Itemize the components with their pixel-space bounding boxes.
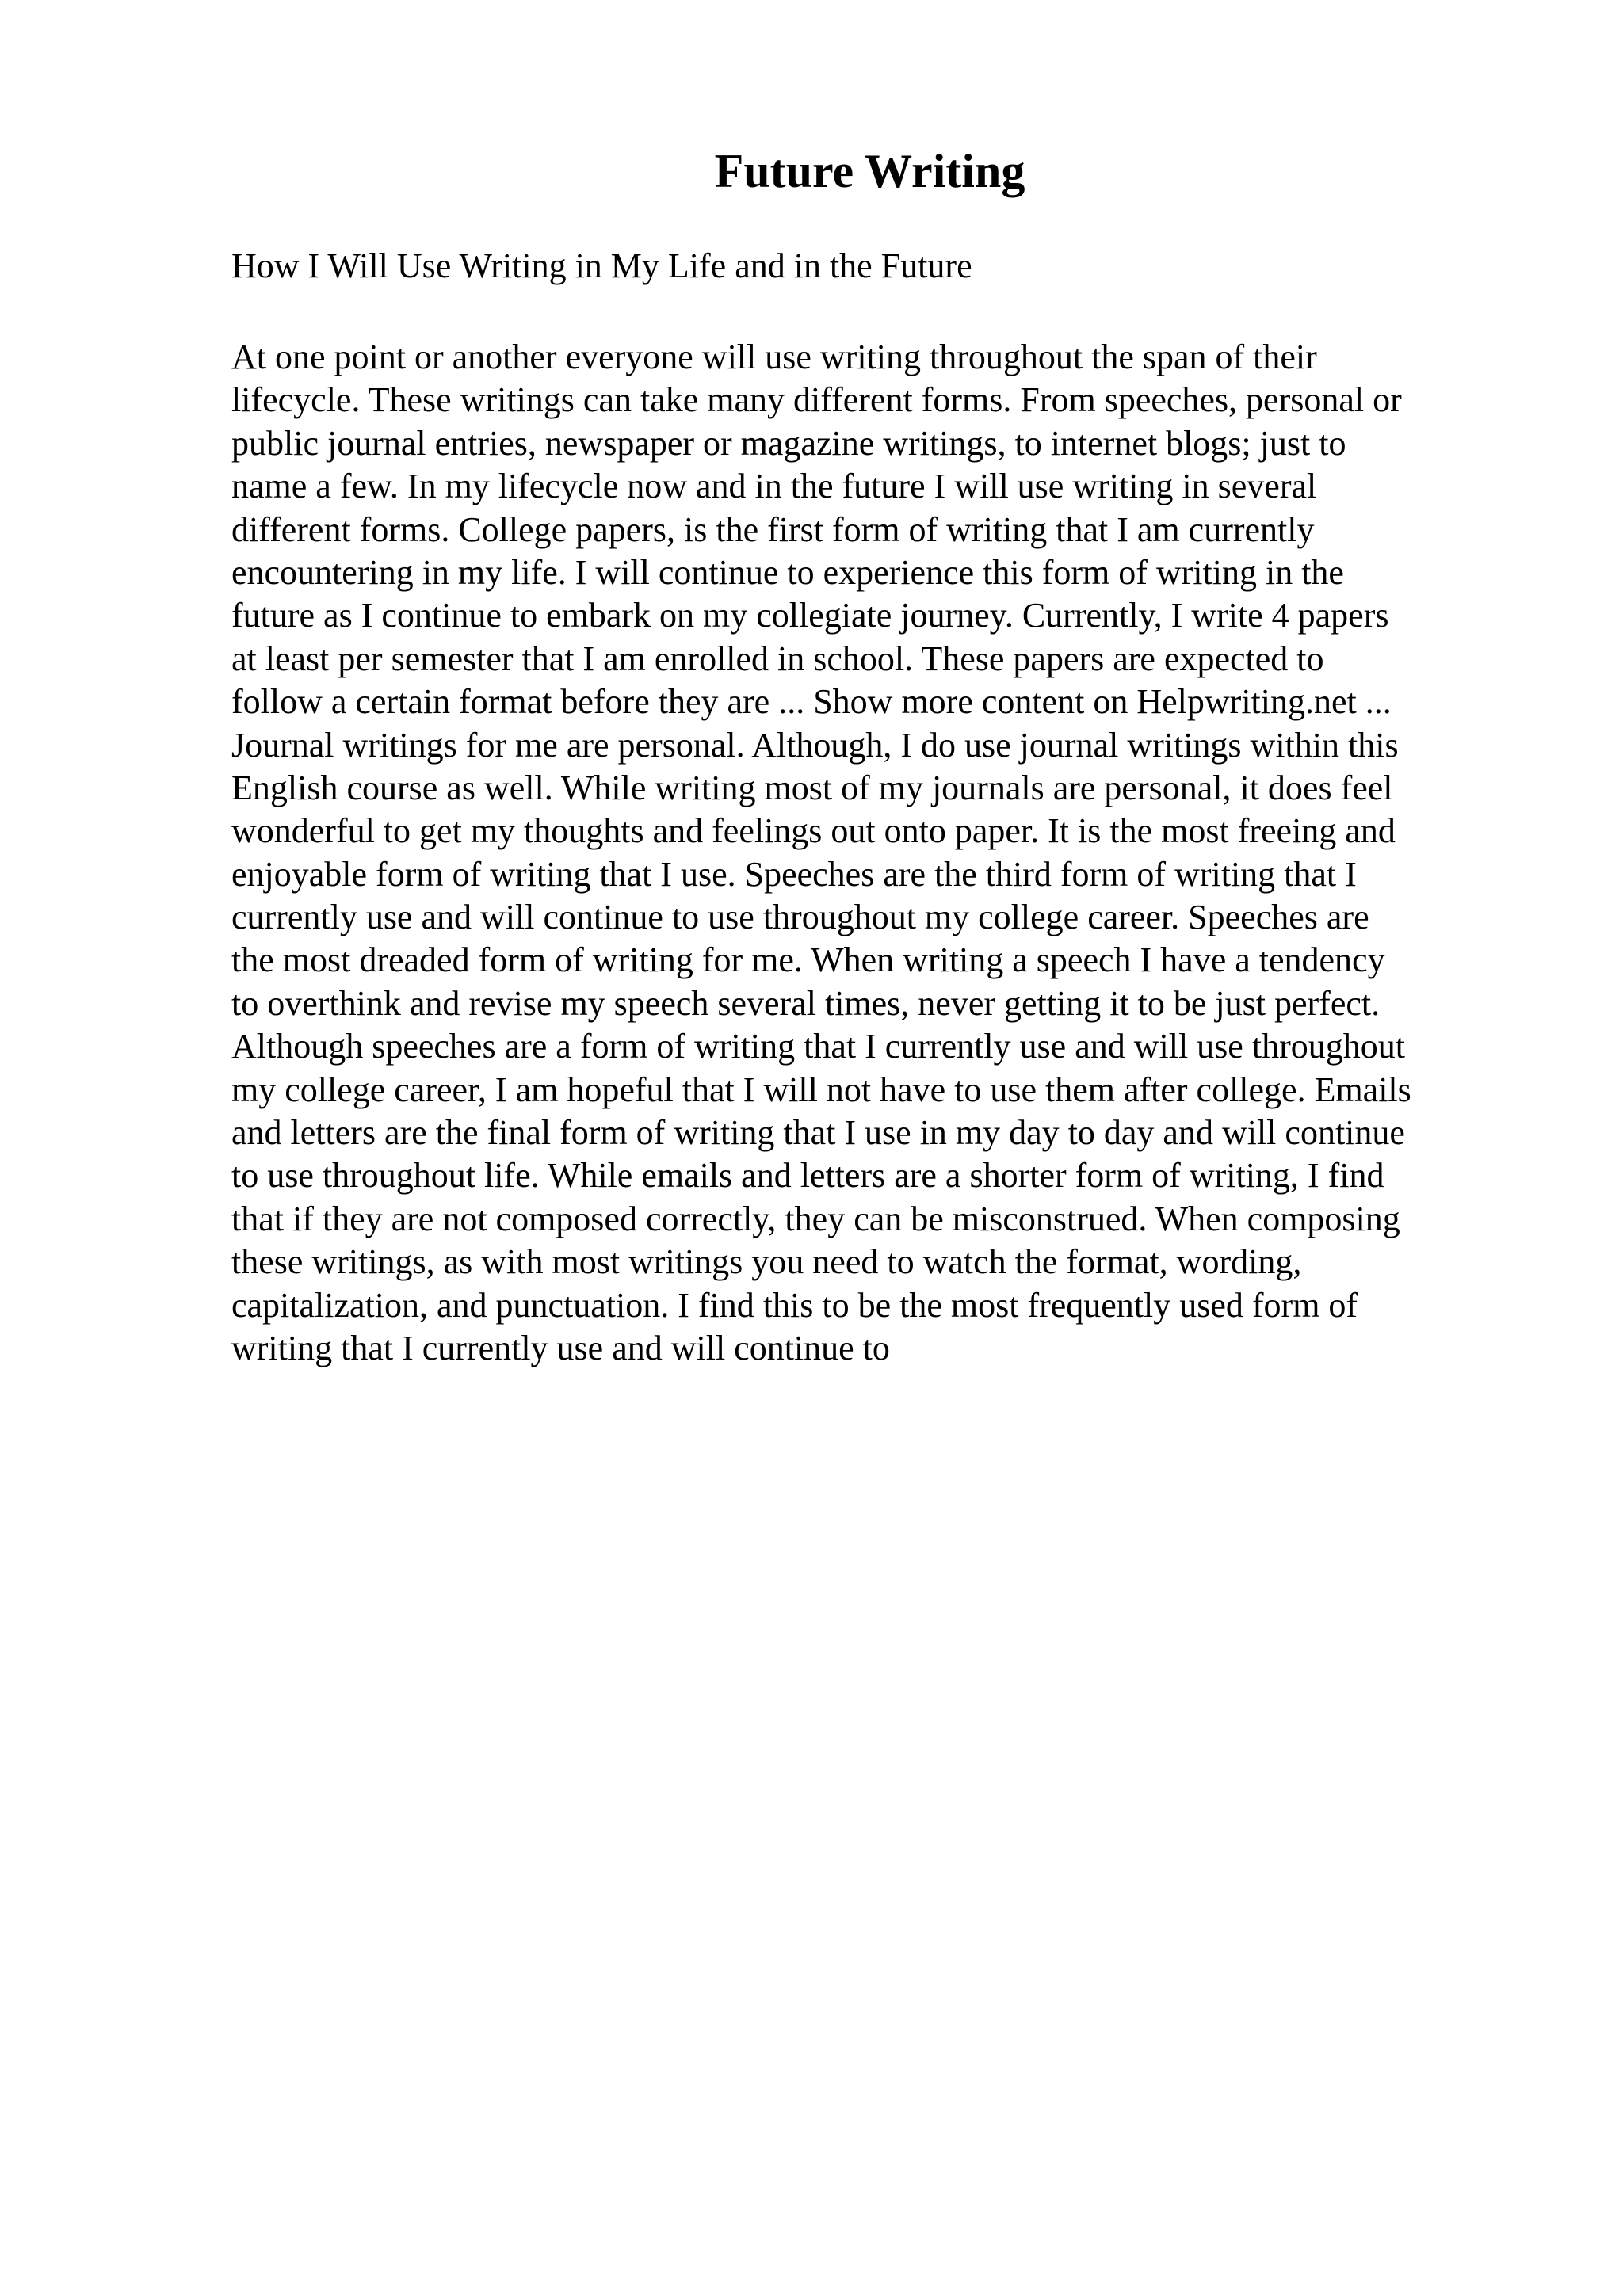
body-line: At one point or another everyone will use writing throughout the span of their: [231, 338, 1317, 376]
body-line: these writings, as with most writings you need to watch the format, wording,: [231, 1242, 1302, 1282]
document-body: [231, 336, 1499, 1370]
body-line: at least per semester that I am enrolled in school. These papers are expected to: [231, 639, 1324, 678]
body-line: lifecycle. These writings can take many different forms. From speeches, personal or: [231, 380, 1402, 420]
body-line: my college career, I am hopeful that I will not have to use them after college. Emails: [231, 1070, 1411, 1109]
body-line: to use throughout life. While emails and letters are a shorter form of writing, I find: [231, 1156, 1384, 1196]
body-line: English course as well. While writing most of my journals are personal, it does feel: [231, 768, 1393, 807]
body-line: writing that I currently use and will continue to: [231, 1328, 890, 1367]
document-title: Future Writing: [714, 145, 1025, 197]
body-line: different forms. College papers, is the first form of writing that I am currently: [231, 509, 1315, 549]
body-line: name a few. In my lifecycle now and in the future I will use writing in several: [231, 467, 1317, 506]
body-line: wonderful to get my thoughts and feelings out onto paper. It is the most freeing and: [231, 811, 1396, 851]
body-line: follow a certain format before they are ... Show more content on Helpwriting.net ...: [231, 682, 1392, 722]
body-line: capitalization, and punctuation. I find this to be the most frequently used form of: [231, 1285, 1358, 1325]
body-line: Although speeches are a form of writing that I currently use and will use throughout: [231, 1027, 1405, 1066]
body-line: and letters are the final form of writing that I use in my day to day and will continue: [231, 1113, 1405, 1153]
body-line: enjoyable form of writing that I use. Speeches are the third form of writing that I: [231, 854, 1357, 894]
document-subtitle: How I Will Use Writing in My Life and in the Future: [231, 246, 972, 285]
body-line: future as I continue to embark on my collegiate journey. Currently, I write 4 papers: [231, 596, 1389, 635]
body-line: currently use and will continue to use throughout my college career. Speeches are: [231, 898, 1369, 937]
body-line: public journal entries, newspaper or magazine writings, to internet blogs; just to: [231, 423, 1346, 463]
body-line: Journal writings for me are personal. Although, I do use journal writings within this: [231, 725, 1399, 765]
body-line: encountering in my life. I will continue to experience this form of writing in the: [231, 552, 1344, 592]
body-line: the most dreaded form of writing for me. When writing a speech I have a tendency: [231, 940, 1385, 980]
body-line: that if they are not composed correctly, they can be misconstrued. When composing: [231, 1199, 1400, 1238]
body-line: to overthink and revise my speech several times, never getting it to be just perfect.: [231, 983, 1381, 1023]
